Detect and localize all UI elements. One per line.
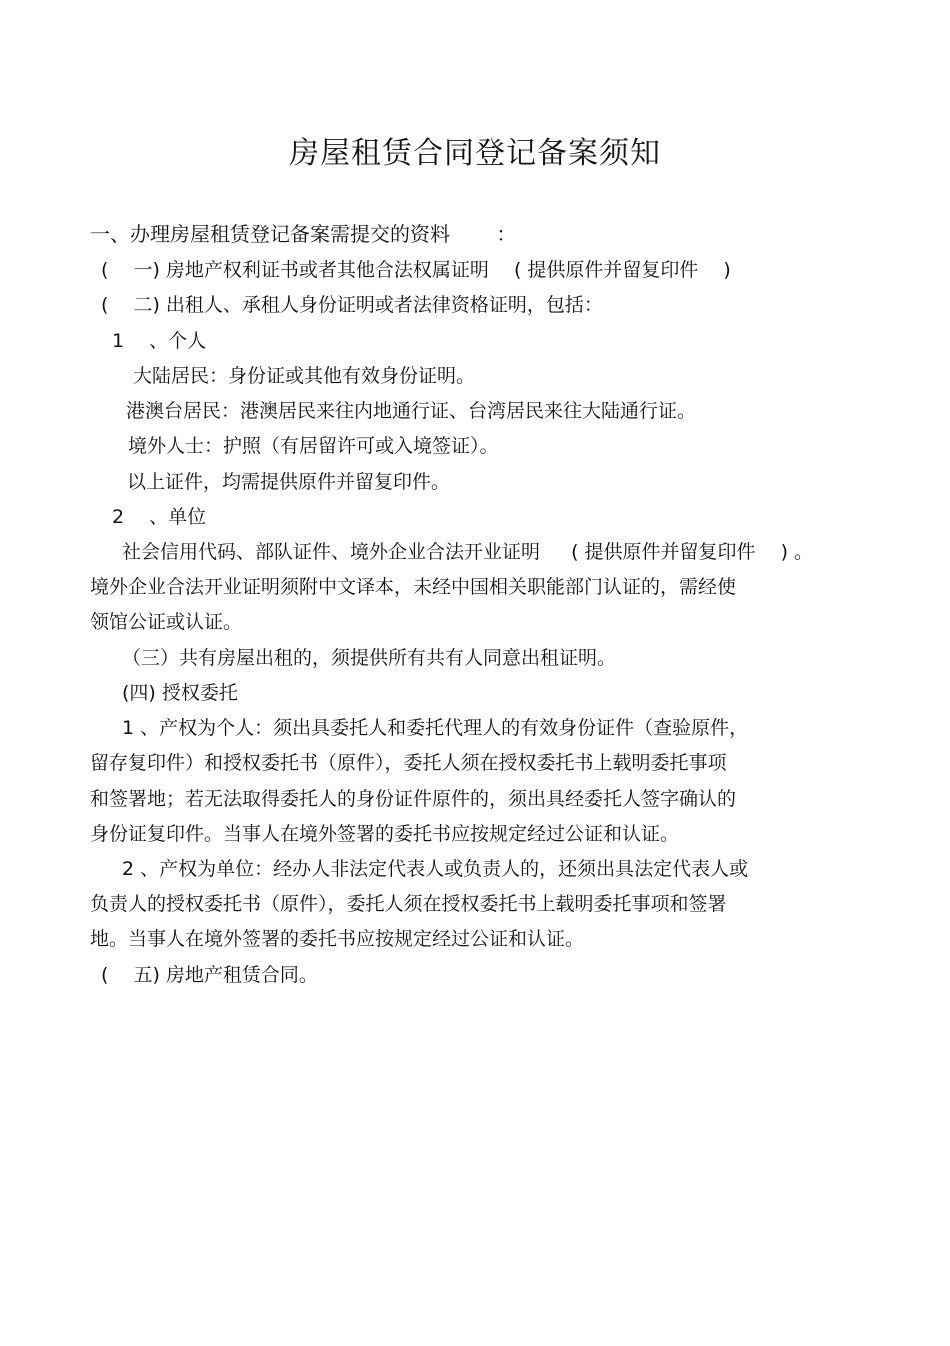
subheading-organization: 2 、单位 xyxy=(112,506,207,528)
paragraph-organization-authorization-2: 负责人的授权委托书（原件），委托人须在授权委托书上载明委托事项和签署 xyxy=(90,893,727,915)
item-authorization: (四) 授权委托 xyxy=(122,682,238,704)
paragraph-overseas-persons: 境外人士：护照（有居留许可或入境签证）。 xyxy=(128,435,499,457)
item-co-owned-house: （三）共有房屋出租的，须提供所有共有人同意出租证明。 xyxy=(122,647,617,669)
paragraph-individual-authorization-2: 留存复印件）和授权委托书（原件），委托人须在授权委托书上载明委托事项 xyxy=(90,752,727,774)
item-lease-contract: ( 五) 房地产租赁合同。 xyxy=(101,964,318,986)
paragraph-organization-authorization: 2 、产权为单位：经办人非法定代表人或负责人的，还须出具法定代表人或 xyxy=(122,858,749,880)
paragraph-mainland-residents: 大陆居民：身份证或其他有效身份证明。 xyxy=(133,365,476,387)
subheading-individual: 1 、个人 xyxy=(112,330,207,352)
paragraph-translation: 境外企业合法开业证明须附中文译本，未经中国相关职能部门认证的，需经使 xyxy=(90,576,737,598)
item-identity-proof: ( 二) 出租人、承租人身份证明或者法律资格证明，包括： xyxy=(101,294,603,316)
paragraph-individual-authorization-4: 身份证复印件。当事人在境外签署的委托书应按规定经过公证和认证。 xyxy=(90,823,680,845)
paragraph-translation-cont: 领馆公证或认证。 xyxy=(90,611,243,633)
document-title: 房屋租赁合同登记备案须知 xyxy=(289,136,661,171)
paragraph-hk-macao-taiwan: 港澳台居民：港澳居民来往内地通行证、台湾居民来往大陆通行证。 xyxy=(126,400,697,422)
paragraph-organization-authorization-3: 地。当事人在境外签署的委托书应按规定经过公证和认证。 xyxy=(90,928,585,950)
paragraph-individual-authorization: 1 、产权为个人：须出具委托人和委托代理人的有效身份证件（查验原件， xyxy=(122,717,749,739)
paragraph-organization-docs: 社会信用代码、部队证件、境外企业合法开业证明 ( 提供原件并留复印件 ) 。 xyxy=(122,541,814,563)
item-property-certificate: ( 一) 房地产权利证书或者其他合法权属证明 ( 提供原件并留复印件 ) xyxy=(101,259,731,281)
section-heading-materials: 一、办理房屋租赁登记备案需提交的资料 ： xyxy=(90,222,517,246)
paragraph-individual-authorization-3: 和签署地；若无法取得委托人的身份证件原件的，须出具经委托人签字确认的 xyxy=(90,788,737,810)
paragraph-copies-required: 以上证件，均需提供原件并留复印件。 xyxy=(127,471,451,493)
